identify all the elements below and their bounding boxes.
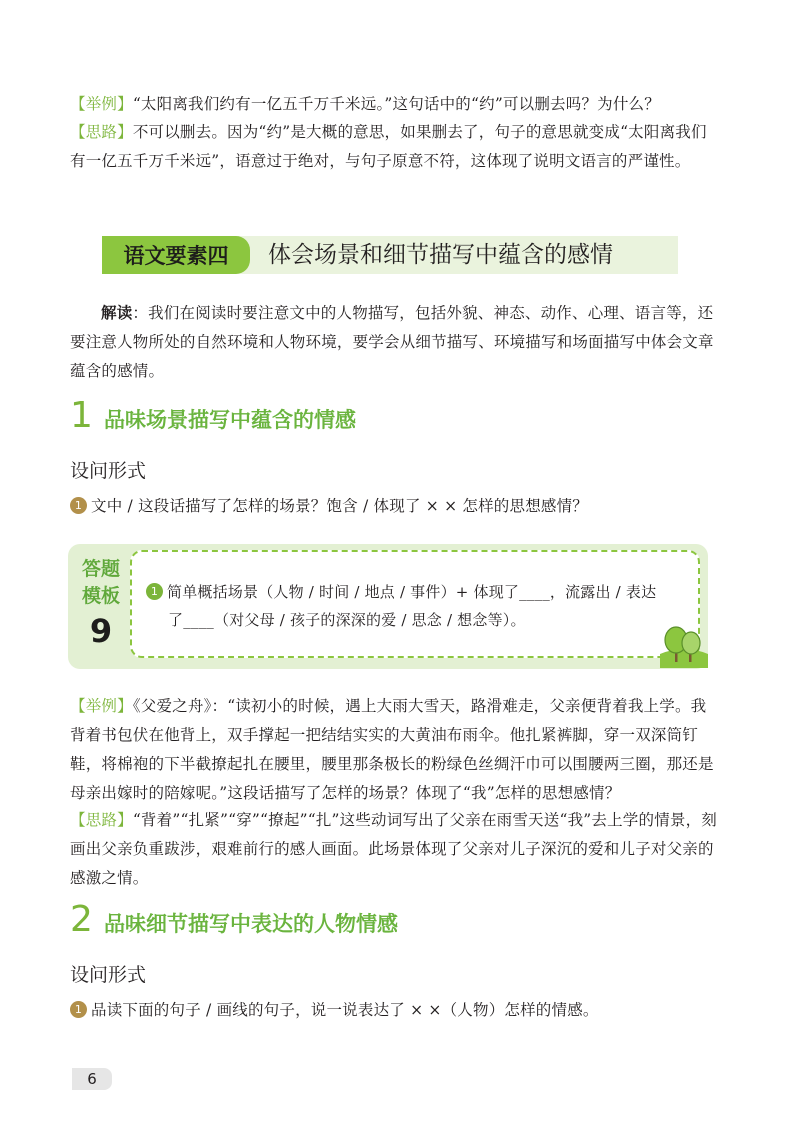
section-title: 体会场景和细节描写中蕴含的感情: [268, 242, 613, 268]
template-text-1: 简单概括场景（人物 / 时间 / 地点 / 事件）+ 体现了____，流露出 / 表达: [167, 583, 657, 601]
bullet-number-icon: 1: [70, 1001, 87, 1018]
part-1-number: 1: [70, 395, 93, 436]
thinking-label: 【思路】: [70, 811, 133, 829]
part-2-number: 2: [70, 899, 93, 940]
example-label: 【举例】: [70, 697, 133, 715]
part-1-question-text: 文中 / 这段话描写了怎样的场景？饱含 / 体现了 × × 怎样的思想感情？: [91, 497, 589, 515]
interpretation: [70, 298, 720, 386]
part-2-question-text: 品读下面的句子 / 画线的句子，说一说表达了 × ×（人物）怎样的情感。: [91, 1001, 599, 1019]
tree-icon: [660, 624, 708, 668]
template-label-line2: 模板: [81, 585, 120, 607]
example-1: [70, 90, 720, 119]
thinking-1: [70, 118, 720, 176]
part-1-title: 品味场景描写中蕴含的情感: [104, 408, 356, 432]
thinking-label: 【思路】: [70, 123, 133, 141]
interpretation-text: ：我们在阅读时要注意文中的人物描写，包括外貌、神态、动作、心理、语言等，还要注意人物所处的自然环境和人物环境，要学会从细节描写、环境描写和场面描写中体会文章蕴含的感情。: [70, 304, 714, 380]
template-label-line1: 答题: [81, 558, 120, 580]
template-number: 9: [89, 612, 113, 650]
part-2-question-form: 设问形式: [70, 964, 147, 986]
thinking-2: [70, 806, 720, 893]
part-2-heading: [70, 900, 398, 944]
template-line-1: [146, 578, 694, 607]
template-line-2: [168, 606, 694, 635]
section-tag: 语文要素四: [102, 236, 250, 274]
part-1-heading: [70, 396, 356, 440]
template-text-2: 了____（对父母 / 孩子的深深的爱 / 思念 / 想念等）。: [168, 611, 526, 629]
example-text: “太阳离我们约有一亿五千万千米远。”这句话中的“约”可以删去吗？为什么？: [132, 95, 660, 113]
example-2: [70, 692, 720, 808]
bullet-number-icon: 1: [146, 583, 163, 600]
part-2-title: 品味细节描写中表达的人物情感: [104, 912, 398, 936]
template-label: [70, 556, 132, 610]
example-label: 【举例】: [70, 95, 133, 113]
example-text: 《父爱之舟》：“读初小的时候，遇上大雨大雪天，路滑难走，父亲便背着我上学。我背着书包伏在他背上，双手撑起一把结结实实的大黄油布雨伞。他扎紧裤脚，穿一双深筒钉鞋，将棉袍的下半截撩起扎在腰里，腰里那条极长的粉绿色丝绸汗巾可以围腰两三圈，那还是母亲出嫁时的陪嫁呢。”这段话描写了怎样的场景？体现了“我”怎样的思想感情？: [70, 697, 714, 802]
part-2-question: [70, 996, 720, 1025]
bullet-number-icon: 1: [70, 497, 87, 514]
part-1-question-form: 设问形式: [70, 460, 147, 482]
interpretation-label: 解读: [101, 303, 133, 322]
part-1-question: [70, 492, 720, 521]
page-number: 6: [87, 1070, 97, 1088]
thinking-text: 不可以删去。因为“约”是大概的意思，如果删去了，句子的意思就变成“太阳离我们有一亿五千万千米远”，语意过于绝对，与句子原意不符，这体现了说明文语言的严谨性。: [70, 123, 707, 170]
thinking-text: “背着”“扎紧”“穿”“撩起”“扎”这些动词写出了父亲在雨雪天送“我”去上学的情景，刻画出父亲负重跋涉，艰难前行的感人画面。此场景体现了父亲对儿子深沉的爱和儿子对父亲的感激之情。: [70, 811, 718, 887]
